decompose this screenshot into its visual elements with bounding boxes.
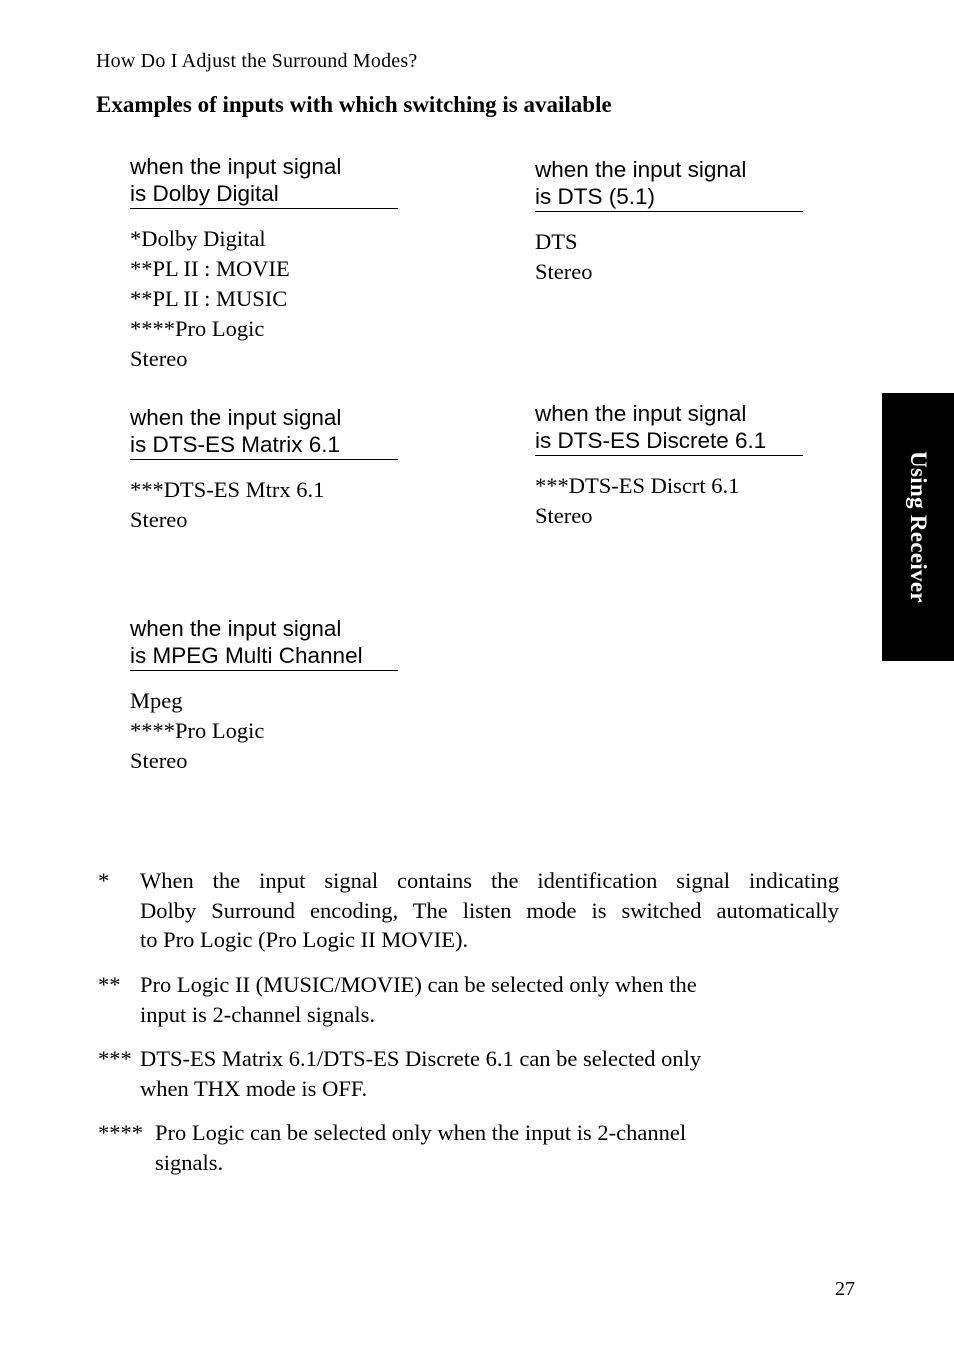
mode-item: **PL II : MUSIC [130, 286, 288, 311]
footnote [98, 866, 839, 956]
input-block-dts-es-matrix [130, 404, 398, 535]
footnote [98, 970, 839, 1030]
footnote-line: Pro Logic can be selected only when the input is 2-channel [155, 1120, 687, 1145]
section-title: Examples of inputs with which switching is available [96, 92, 612, 117]
footnote-text [140, 1044, 839, 1103]
footnote-mark: *** [98, 1046, 132, 1071]
section-tab-label: Using Receiver [906, 451, 931, 603]
section-tab [882, 393, 954, 661]
block-heading [130, 615, 398, 671]
mode-list [535, 227, 803, 287]
mode-item: ****Pro Logic [130, 718, 265, 743]
block-heading [130, 153, 398, 209]
mode-item: *Dolby Digital [130, 226, 266, 251]
block-heading-line: is DTS-ES Discrete 6.1 [535, 428, 767, 453]
footnote [98, 1044, 839, 1104]
block-heading-line: when the input signal [130, 154, 342, 179]
block-heading-line: is MPEG Multi Channel [130, 643, 363, 668]
input-block-dolby-digital [130, 153, 398, 374]
block-heading [130, 404, 398, 460]
mode-item: ****Pro Logic [130, 316, 265, 341]
footnote-line: DTS-ES Matrix 6.1/DTS-ES Discrete 6.1 can be selected only [140, 1046, 702, 1071]
block-heading-line: is Dolby Digital [130, 181, 279, 206]
input-block-dts-es-discrete [535, 400, 803, 531]
footnote-text [140, 866, 839, 955]
footnote-mark: ** [98, 972, 121, 997]
running-head: How Do I Adjust the Surround Modes? [96, 50, 418, 72]
block-heading-line: is DTS-ES Matrix 6.1 [130, 432, 341, 457]
mode-item: ***DTS-ES Mtrx 6.1 [130, 477, 325, 502]
footnote [98, 1118, 839, 1178]
footnote-line: When the input signal contains the identification signal indicating [140, 868, 839, 893]
mode-item: DTS [535, 229, 578, 254]
footnote-mark: **** [98, 1120, 143, 1145]
block-heading [535, 400, 803, 456]
mode-item: Stereo [130, 346, 188, 371]
page-number: 27 [835, 1278, 855, 1300]
footnote-line: Pro Logic II (MUSIC/MOVIE) can be selected only when the [140, 972, 697, 997]
footnote-line: when THX mode is OFF. [140, 1075, 368, 1101]
footnote-text [140, 970, 839, 1029]
footnote-text [155, 1118, 839, 1177]
input-block-mpeg [130, 615, 398, 776]
footnote-mark: * [98, 868, 110, 893]
mode-list [130, 224, 398, 374]
mode-item: **PL II : MOVIE [130, 256, 290, 281]
block-heading-line: is DTS (5.1) [535, 184, 656, 209]
mode-item: ***DTS-ES Discrt 6.1 [535, 473, 740, 498]
input-block-dts [535, 156, 803, 287]
footnote-line: input is 2-channel signals. [140, 1001, 375, 1027]
footnote-line: signals. [155, 1149, 224, 1175]
mode-item: Stereo [130, 507, 188, 532]
mode-list [130, 686, 398, 776]
footnote-line: to Pro Logic (Pro Logic II MOVIE). [140, 927, 469, 952]
mode-item: Stereo [535, 503, 593, 528]
mode-item: Stereo [535, 259, 593, 284]
mode-list [535, 471, 803, 531]
block-heading-line: when the input signal [535, 157, 747, 182]
block-heading-line: when the input signal [535, 401, 747, 426]
block-heading-line: when the input signal [130, 405, 342, 430]
block-heading-line: when the input signal [130, 616, 342, 641]
mode-item: Stereo [130, 748, 188, 773]
mode-item: Mpeg [130, 688, 183, 713]
footnote-line: Dolby Surround encoding, The listen mode is switched automatically [140, 897, 839, 923]
block-heading [535, 156, 803, 212]
mode-list [130, 475, 398, 535]
